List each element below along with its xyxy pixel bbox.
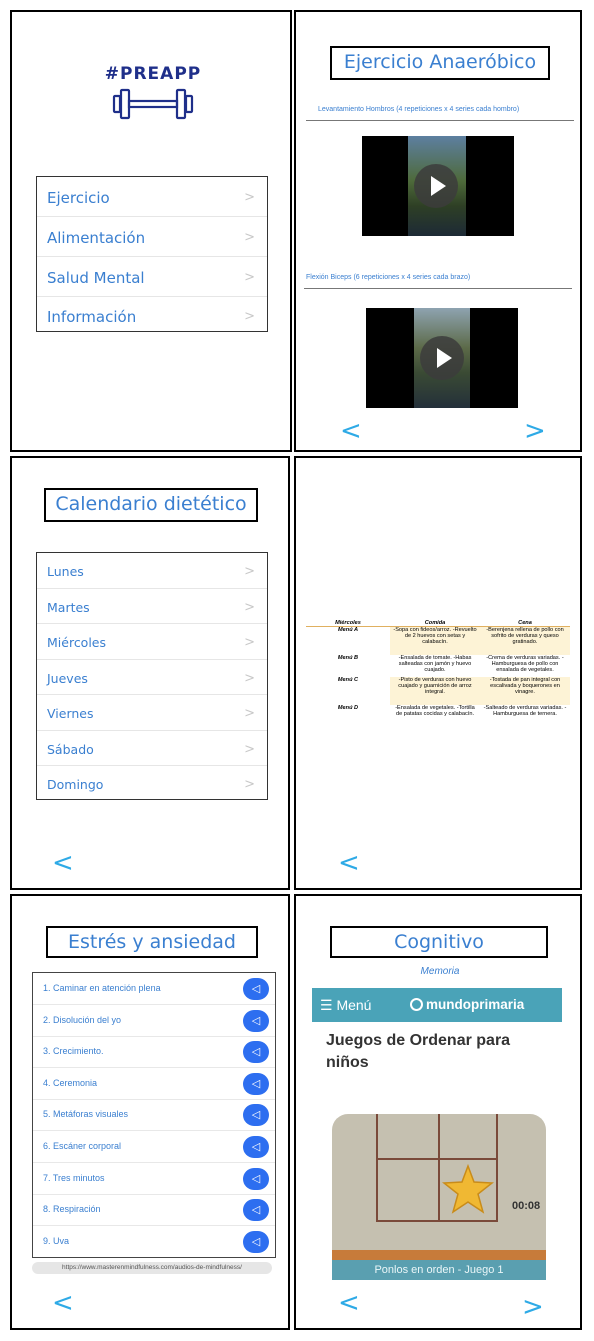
site-menu-button[interactable]: ☰ Menú bbox=[320, 997, 372, 1013]
back-arrow-icon[interactable]: < bbox=[340, 416, 362, 446]
play-icon[interactable] bbox=[420, 336, 464, 380]
play-audio-icon[interactable]: ◁ bbox=[243, 1199, 269, 1221]
chevron-right-icon: > bbox=[244, 599, 255, 615]
calendar-panel bbox=[10, 456, 290, 890]
audio-item-2[interactable]: 2. Disolución del yo ◁ bbox=[33, 1005, 275, 1037]
day-menu-panel bbox=[294, 456, 582, 890]
chevron-right-icon: > bbox=[244, 230, 255, 245]
page-subtitle: Memoria bbox=[420, 966, 460, 977]
chevron-right-icon: > bbox=[244, 564, 255, 579]
audio-item-6[interactable]: 6. Escáner corporal ◁ bbox=[33, 1131, 275, 1163]
source-url[interactable]: https://www.masterenmindfulness.com/audios-de-mindfulness/ bbox=[32, 1262, 272, 1274]
video-player[interactable] bbox=[362, 136, 514, 236]
exercise-label: Flexión Biceps (6 repeticiones x 4 series cada brazo) bbox=[306, 274, 471, 281]
audio-item-8[interactable]: 8. Respiración ◁ bbox=[33, 1194, 275, 1226]
stress-panel bbox=[10, 894, 290, 1330]
audio-item-3[interactable]: 3. Crecimiento. ◁ bbox=[33, 1036, 275, 1068]
play-icon[interactable] bbox=[414, 164, 458, 208]
table-row: Menú C -Pisto de verduras con huevo cuajado y guarnición de arroz integral. -Tostada de pan integral con escalivada y boquerones en vinagre. bbox=[306, 677, 570, 705]
star-icon bbox=[442, 1164, 494, 1214]
chevron-right-icon: > bbox=[244, 670, 255, 686]
exercise-panel bbox=[294, 10, 582, 452]
menu-table bbox=[306, 620, 570, 727]
play-audio-icon[interactable]: ◁ bbox=[243, 1073, 269, 1095]
home-menu bbox=[36, 176, 268, 332]
chevron-right-icon: > bbox=[244, 741, 255, 757]
home-panel bbox=[10, 10, 292, 452]
audio-item-9[interactable]: 9. Uva ◁ bbox=[33, 1226, 275, 1258]
audio-item-1[interactable]: 1. Caminar en atención plena ◁ bbox=[33, 973, 275, 1005]
game-video[interactable] bbox=[332, 1114, 546, 1280]
play-audio-icon[interactable]: ◁ bbox=[243, 1104, 269, 1126]
table-row: Menú D -Ensalada de vegetales. -Tortilla de patatas cocidas y calabacín. -Salteado de verduras variadas. -Hamburguesa de ternera. bbox=[337, 704, 567, 717]
back-arrow-icon[interactable]: < bbox=[338, 1288, 360, 1318]
days-list bbox=[36, 552, 268, 800]
site-navbar bbox=[312, 988, 562, 1022]
day-item-sabado[interactable]: Sábado > bbox=[37, 731, 267, 767]
back-arrow-icon[interactable]: < bbox=[52, 848, 74, 878]
logo-text: #PREAPP bbox=[104, 64, 202, 84]
table-row: Menú B -Ensalada de tomate. -Habas salteadas con jamón y huevo cuajado. -Crema de verduras variadas. -Hamburguesa de pollo con ensalada de vegetales. bbox=[337, 654, 564, 673]
app-logo bbox=[94, 64, 212, 128]
day-item-martes[interactable]: Martes > bbox=[37, 589, 267, 625]
video-player[interactable] bbox=[366, 308, 518, 408]
page-title: Cognitivo bbox=[330, 926, 548, 958]
home-menu-item-ejercicio[interactable]: Ejercicio > bbox=[37, 177, 267, 217]
video-caption: Ponlos en orden - Juego 1 bbox=[332, 1260, 546, 1280]
forward-arrow-icon[interactable]: > bbox=[524, 416, 546, 446]
chevron-right-icon: > bbox=[244, 635, 255, 650]
play-audio-icon[interactable]: ◁ bbox=[243, 1136, 269, 1158]
day-item-miercoles[interactable]: Miércoles > bbox=[37, 624, 267, 660]
back-arrow-icon[interactable]: < bbox=[52, 1288, 74, 1318]
back-arrow-icon[interactable]: < bbox=[338, 848, 360, 878]
video-time: 00:08 bbox=[512, 1200, 541, 1212]
chevron-right-icon: > bbox=[244, 706, 255, 721]
play-audio-icon[interactable]: ◁ bbox=[243, 978, 269, 1000]
home-menu-item-salud-mental[interactable]: Salud Mental > bbox=[37, 257, 267, 297]
day-item-domingo[interactable]: Domingo > bbox=[47, 777, 255, 792]
play-audio-icon[interactable]: ◁ bbox=[243, 1041, 269, 1063]
chevron-right-icon: > bbox=[244, 270, 255, 285]
audio-item-4[interactable]: 4. Ceremonia ◁ bbox=[33, 1068, 275, 1100]
cognitive-panel bbox=[294, 894, 582, 1330]
home-menu-item-informacion[interactable]: Información > bbox=[47, 308, 255, 326]
divider bbox=[304, 288, 572, 289]
divider bbox=[306, 120, 574, 121]
page-title: Estrés y ansiedad bbox=[46, 926, 258, 958]
day-item-jueves[interactable]: Jueves > bbox=[37, 660, 267, 696]
day-item-viernes[interactable]: Viernes > bbox=[37, 695, 267, 731]
play-audio-icon[interactable]: ◁ bbox=[243, 1010, 269, 1032]
forward-arrow-icon[interactable]: > bbox=[522, 1292, 544, 1322]
page-title: Ejercicio Anaeróbico bbox=[330, 46, 550, 80]
exercise-label: Levantamiento Hombros (4 repeticiones x 4 series cada hombro) bbox=[318, 106, 520, 113]
site-name: mundoprimaria bbox=[426, 997, 525, 1012]
audio-list bbox=[32, 972, 276, 1258]
audio-item-7[interactable]: 7. Tres minutos ◁ bbox=[33, 1163, 275, 1195]
article-heading: Juegos de Ordenar para niños bbox=[326, 1032, 511, 1071]
table-row: Menú A -Sopa con fideos/arroz. -Revuelto de 2 huevos con setas y calabacín. -Berenjena rellena de pollo con sofrito de verduras y queso gratinado. bbox=[306, 627, 570, 655]
chevron-right-icon: > bbox=[244, 777, 255, 792]
home-menu-item-alimentacion[interactable]: Alimentación > bbox=[37, 217, 267, 257]
table-header: Miércoles Comida Cena bbox=[306, 620, 570, 627]
chevron-right-icon: > bbox=[244, 309, 255, 324]
site-logo-icon bbox=[410, 998, 423, 1011]
chevron-right-icon: > bbox=[244, 190, 255, 205]
audio-item-5[interactable]: 5. Metáforas visuales ◁ bbox=[33, 1099, 275, 1131]
dumbbell-icon bbox=[108, 86, 198, 122]
play-audio-icon[interactable]: ◁ bbox=[243, 1168, 269, 1190]
play-audio-icon[interactable]: ◁ bbox=[243, 1231, 269, 1253]
page-title: Calendario dietético bbox=[44, 488, 258, 522]
day-item-lunes[interactable]: Lunes > bbox=[37, 553, 267, 589]
